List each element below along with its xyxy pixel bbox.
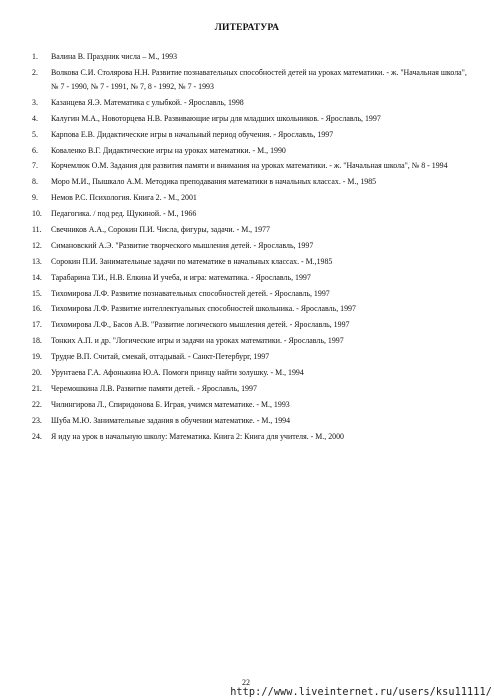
reference-number: 9. bbox=[32, 193, 38, 203]
reference-item bbox=[32, 128, 472, 142]
reference-text: Волкова С.И. Столярова Н.Н. Развитие познавательных способностей детей на уроках математики. - ж. "Начальная школа", № 7 - 1990, № 7 - 1991, № 7, 8 - 1992, № 7 - 1993 bbox=[51, 67, 467, 91]
reference-number: 2. bbox=[32, 67, 38, 77]
reference-item bbox=[32, 271, 472, 285]
reference-item bbox=[32, 50, 472, 64]
reference-number: 7. bbox=[32, 161, 38, 171]
reference-number: 19. bbox=[32, 352, 42, 362]
reference-text: Корчемлюк О.М. Задания для развития памяти и внимания на уроках математики. - ж. "Начальная школа", № 8 - 1994 bbox=[51, 161, 448, 171]
reference-number: 8. bbox=[32, 177, 38, 187]
reference-list bbox=[32, 50, 472, 445]
reference-text: Свечников А.А., Сорокин П.И. Числа, фигуры, задачи. - М., 1977 bbox=[51, 225, 270, 234]
reference-text: Коваленко В.Г. Дидактические игры на уроках математики. - М., 1990 bbox=[51, 145, 286, 155]
reference-number: 3. bbox=[32, 97, 38, 107]
reference-item bbox=[32, 66, 472, 94]
reference-number: 14. bbox=[32, 272, 42, 282]
reference-number: 1. bbox=[32, 52, 38, 61]
reference-number: 23. bbox=[32, 415, 42, 425]
reference-number: 6. bbox=[32, 145, 38, 155]
reference-item bbox=[32, 207, 472, 221]
reference-item bbox=[32, 334, 472, 348]
reference-item bbox=[32, 398, 472, 412]
reference-item bbox=[32, 144, 472, 158]
reference-text: Калугин М.А., Новоторцева Н.В. Развивающие игры для младших школьников. - Ярославль, 1997 bbox=[51, 113, 381, 123]
reference-item bbox=[32, 430, 472, 444]
reference-item bbox=[32, 318, 472, 332]
reference-number: 5. bbox=[32, 129, 38, 139]
reference-text: Валина В. Праздник числа – М., 1993 bbox=[51, 52, 178, 61]
reference-number: 17. bbox=[32, 320, 42, 330]
watermark-url: http://www.liveinternet.ru/users/ksu11111/ bbox=[230, 687, 492, 698]
reference-number: 24. bbox=[32, 431, 42, 441]
reference-item bbox=[32, 112, 472, 126]
reference-item bbox=[32, 191, 472, 205]
reference-item bbox=[32, 302, 472, 316]
reference-item bbox=[32, 175, 472, 189]
reference-text: Я иду на урок в начальную школу: Математика. Книга 2: Книга для учителя. - М., 2000 bbox=[51, 431, 344, 441]
reference-number: 18. bbox=[32, 336, 42, 346]
reference-text: Тонких А.П. и др. "Логические игры и задачи на уроках математики. - Ярославль, 1997 bbox=[51, 336, 344, 346]
reference-number: 15. bbox=[32, 288, 42, 298]
reference-text: Моро М.И., Пышкало А.М. Методика преподавания математики в начальных классах. - М., 1985 bbox=[51, 177, 377, 187]
reference-number: 16. bbox=[32, 304, 42, 314]
reference-item bbox=[32, 287, 472, 301]
page-title: ЛИТЕРАТУРА bbox=[214, 23, 280, 33]
reference-number: 21. bbox=[32, 383, 42, 393]
reference-text: Тихомирова Л.Ф. Развитие интеллектуальных способностей школьника. - Ярославль, 1997 bbox=[51, 304, 356, 314]
page-number: 22 bbox=[242, 678, 250, 687]
reference-text: Трудне В.П. Считай, смекай, отгадывай. - Санкт-Петербург, 1997 bbox=[51, 352, 270, 362]
reference-text: Казанцева Я.Э. Математика с улыбкой. - Ярославль, 1998 bbox=[51, 97, 244, 107]
reference-item bbox=[32, 414, 472, 428]
reference-text: Симановский А.Э. "Развитие творческого мышления детей. - Ярославль, 1997 bbox=[51, 240, 314, 250]
reference-item bbox=[32, 255, 472, 269]
reference-text: Педагогика. / под ред. Щукиной. - М., 1966 bbox=[51, 209, 197, 219]
reference-text: Сорокин П.И. Занимательные задачи по математике в начальных классах. - М.,1985 bbox=[51, 256, 333, 266]
reference-number: 10. bbox=[32, 209, 42, 219]
reference-number: 22. bbox=[32, 399, 42, 409]
reference-item bbox=[32, 223, 472, 237]
reference-number: 11. bbox=[32, 225, 42, 234]
reference-text: Тихомирова Л.Ф. Развитие познавательных способностей детей. - Ярославль, 1997 bbox=[51, 288, 330, 298]
reference-item bbox=[32, 350, 472, 364]
reference-text: Шуба М.Ю. Занимательные задания в обучении математике. - М., 1994 bbox=[51, 415, 291, 425]
reference-text: Тихомирова Л.Ф., Басов А.В. "Развитие логического мышления детей. - Ярославль, 1997 bbox=[51, 320, 350, 330]
reference-text: Чилингирова Л., Спиридонова Б. Играя, учимся математике. - М., 1993 bbox=[51, 399, 290, 409]
reference-item bbox=[32, 382, 472, 396]
reference-item bbox=[32, 96, 472, 110]
reference-number: 12. bbox=[32, 240, 42, 250]
reference-number: 20. bbox=[32, 368, 42, 378]
reference-text: Тарабарина Т.И., Н.В. Елкина И учеба, и игра: математика. - Ярославль, 1997 bbox=[51, 272, 311, 282]
reference-item bbox=[32, 159, 472, 173]
reference-item bbox=[32, 366, 472, 380]
reference-item bbox=[32, 239, 472, 253]
reference-text: Немов Р.С. Психология. Книга 2. - М., 2001 bbox=[51, 193, 197, 203]
reference-text: Урунтаева Г.А. Афонькина Ю.А. Помоги принцу найти золушку. - М., 1994 bbox=[51, 368, 304, 378]
reference-text: Черемошкина Л.В. Развитие памяти детей. - Ярославль, 1997 bbox=[51, 383, 257, 393]
reference-number: 4. bbox=[32, 113, 38, 123]
reference-number: 13. bbox=[32, 256, 42, 266]
reference-text: Карпова Е.В. Дидактические игры в начальный период обучения. - Ярославль, 1997 bbox=[51, 129, 334, 139]
